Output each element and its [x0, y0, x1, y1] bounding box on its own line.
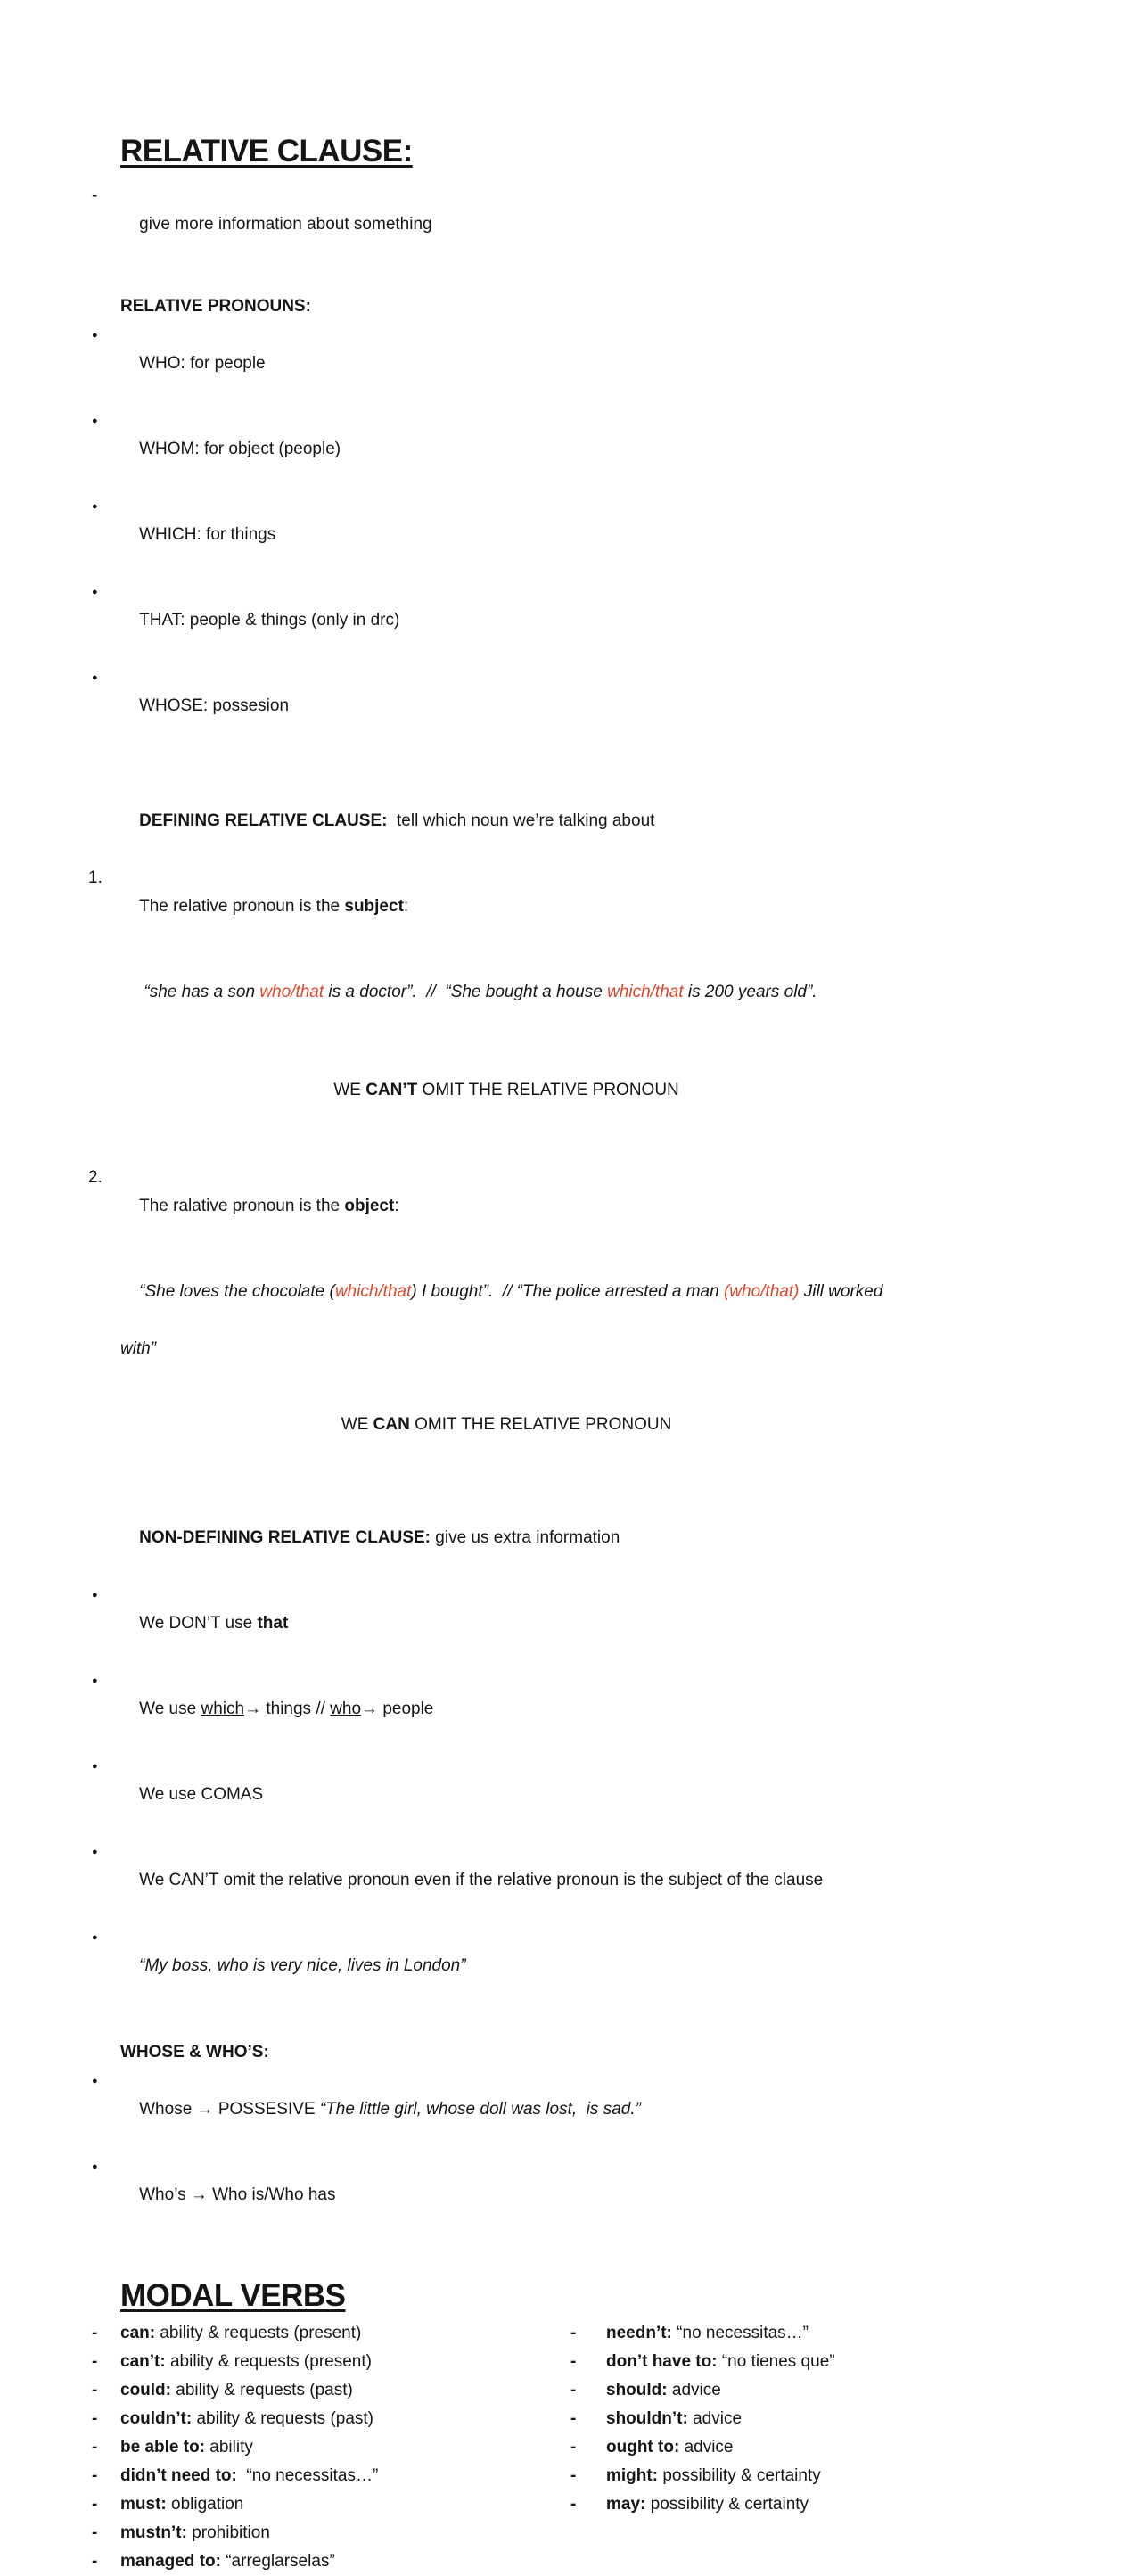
dash-marker: -: [92, 2466, 98, 2485]
dash-marker: -: [570, 2409, 577, 2428]
relative-pronouns-heading: RELATIVE PRONOUNS:: [120, 297, 311, 316]
dash-marker: -: [92, 186, 98, 205]
modal-term: didn’t need to:: [120, 2466, 237, 2485]
example-text: ) I bought”. // “The police arrested a man: [411, 1282, 724, 1301]
modal-def: “no necessitas…”: [671, 2324, 809, 2342]
defining-example-1: [120, 950, 1141, 1035]
pronoun-item-which: [92, 492, 1141, 578]
modal-term: ought to:: [606, 2438, 680, 2457]
bullet-marker: ●: [92, 587, 98, 597]
item-text: We CAN’T omit the relative pronoun even if the relative pronoun is the subject of the clause: [139, 1871, 824, 1889]
pronoun-text: THAT: people & things (only in drc): [139, 611, 400, 630]
modal-term: don’t have to:: [606, 2352, 718, 2371]
point-text: The ralative pronoun is the: [139, 1197, 345, 1215]
modal-verbs-columns: [0, 2319, 1141, 2576]
modal-term: couldn’t:: [120, 2409, 193, 2428]
modal-term: can:: [120, 2324, 156, 2342]
modal-def: “arreglarselas”: [220, 2552, 335, 2571]
dash-marker: -: [570, 2324, 577, 2342]
bullet-marker: ●: [92, 501, 98, 512]
modal-def: advice: [667, 2381, 721, 2399]
whose-heading: WHOSE & WHO’S:: [120, 2043, 269, 2062]
modal-term: mustn’t:: [120, 2523, 187, 2542]
modal-def: possibility & certainty: [658, 2466, 821, 2485]
example-text: Jill worked: [799, 1282, 883, 1301]
dash-marker: -: [570, 2352, 577, 2371]
dash-marker: -: [92, 2552, 98, 2571]
item-text: We DON’T use: [139, 1614, 258, 1633]
dash-marker: -: [92, 2352, 98, 2371]
bullet-marker: ●: [92, 330, 98, 341]
pronoun-text: WHOSE: possesion: [139, 696, 290, 715]
pronoun-text: WHICH: for things: [139, 525, 276, 544]
rule-text: OMIT THE RELATIVE PRONOUN: [417, 1081, 679, 1099]
modal-item: [92, 2519, 1141, 2547]
modal-item: [570, 2490, 1105, 2519]
point-bold: subject: [344, 897, 404, 916]
rule-text: WE: [341, 1415, 373, 1434]
non-defining-heading: NON-DEFINING RELATIVE CLAUSE:: [139, 1528, 431, 1547]
whose-item-2: [92, 2152, 1141, 2238]
intro-line: [92, 182, 1141, 267]
bullet-marker: ●: [92, 1932, 98, 1943]
defining-point-2: [88, 1164, 1141, 1249]
modal-term: can’t:: [120, 2352, 166, 2371]
bullet-marker: ●: [92, 1761, 98, 1772]
modal-item: [570, 2462, 1105, 2490]
modal-def: “no necessitas…”: [236, 2466, 379, 2485]
example-red: who/that: [259, 983, 324, 1001]
item-text: people: [382, 1700, 434, 1718]
modal-item: [92, 2547, 1141, 2576]
pronoun-item-whom: [92, 407, 1141, 492]
non-defining-item-3: [92, 1752, 1141, 1838]
non-defining-heading-line: [120, 1495, 1141, 1581]
defining-heading-rest: tell which noun we’re talking about: [387, 811, 655, 830]
bullet-marker: ●: [92, 2161, 98, 2172]
item-underlined: which: [201, 1700, 245, 1718]
point-post: :: [394, 1197, 399, 1215]
arrow-glyph: →: [361, 1700, 383, 1718]
dash-marker: -: [92, 2438, 98, 2457]
modal-def: ability: [205, 2438, 253, 2457]
item-text: Whose → POSSESIVE: [139, 2100, 320, 2119]
item-text: things //: [266, 1700, 331, 1718]
point-post: :: [403, 897, 409, 916]
bullet-marker: ●: [92, 1590, 98, 1601]
point-bold: object: [344, 1197, 395, 1215]
non-defining-item-4: [92, 1838, 1141, 1923]
intro-text: give more information about something: [139, 215, 432, 234]
modal-item: [570, 2433, 1105, 2462]
modal-verbs-right-column: [570, 2319, 1105, 2519]
rule-can-omit: [120, 1382, 874, 1468]
modal-def: possibility & certainty: [645, 2495, 809, 2514]
modal-term: managed to:: [120, 2552, 221, 2571]
non-defining-item-5: [92, 1923, 1141, 2009]
dash-marker: -: [92, 2523, 98, 2542]
dash-marker: -: [92, 2409, 98, 2428]
modal-def: advice: [687, 2409, 743, 2428]
defining-heading: DEFINING RELATIVE CLAUSE:: [139, 811, 388, 830]
dash-marker: -: [570, 2381, 577, 2399]
item-bold: that: [257, 1614, 289, 1633]
modal-term: shouldn’t:: [606, 2409, 688, 2428]
dash-marker: -: [92, 2381, 98, 2399]
list-number: 2.: [88, 1168, 103, 1187]
pronoun-text: WHO: for people: [139, 354, 266, 373]
list-number: 1.: [88, 868, 103, 887]
modal-verbs-title: MODAL VERBS: [120, 2278, 346, 2313]
dash-marker: -: [570, 2495, 577, 2514]
item-italic: “The little girl, whose doll was lost, is sad.”: [319, 2100, 641, 2119]
modal-term: must:: [120, 2495, 167, 2514]
bullet-marker: ●: [92, 2076, 98, 2086]
dash-marker: -: [92, 2324, 98, 2342]
modal-def: ability & requests (present): [165, 2352, 372, 2371]
modal-item: [570, 2405, 1105, 2433]
modal-def: obligation: [166, 2495, 244, 2514]
modal-def: “no tienes que”: [717, 2352, 835, 2371]
example-text: is a doctor”. // “She bought a house: [324, 983, 608, 1001]
point-text: The relative pronoun is the: [139, 897, 345, 916]
defining-heading-line: [120, 778, 1141, 864]
item-text: We use COMAS: [139, 1785, 264, 1804]
rule-text: OMIT THE RELATIVE PRONOUN: [409, 1415, 672, 1434]
modal-item: [570, 2348, 1105, 2376]
modal-item: [570, 2376, 1105, 2405]
rule-bold: CAN’T: [365, 1081, 418, 1099]
defining-point-1: [88, 864, 1141, 950]
bullet-marker: ●: [92, 672, 98, 683]
whose-item-1: [92, 2067, 1141, 2152]
bullet-marker: ●: [92, 416, 98, 426]
modal-term: could:: [120, 2381, 171, 2399]
dash-marker: -: [570, 2466, 577, 2485]
example-red: which/that: [607, 983, 684, 1001]
modal-term: should:: [606, 2381, 668, 2399]
rule-bold: CAN: [373, 1415, 410, 1434]
dash-marker: -: [570, 2438, 577, 2457]
modal-def: prohibition: [186, 2523, 270, 2542]
pronoun-item-who: [92, 321, 1141, 407]
relative-clause-title: RELATIVE CLAUSE:: [120, 134, 413, 169]
modal-term: might:: [606, 2466, 659, 2485]
modal-def: advice: [679, 2438, 734, 2457]
pronoun-item-whose: [92, 663, 1141, 749]
modal-def: ability & requests (present): [155, 2324, 362, 2342]
item-underlined: who: [330, 1700, 362, 1718]
bullet-marker: ●: [92, 1675, 98, 1686]
example-text: “she has a son: [139, 983, 260, 1001]
bullet-marker: ●: [92, 1847, 98, 1857]
non-defining-item-2: [92, 1667, 1141, 1752]
defining-example-2-line-1: [120, 1249, 1141, 1335]
defining-example-2-line-2: with”: [120, 1339, 157, 1358]
document-page: [0, 134, 1141, 2571]
modal-term: be able to:: [120, 2438, 206, 2457]
item-text: “My boss, who is very nice, lives in London”: [139, 1956, 466, 1975]
example-red: (who/that): [723, 1282, 800, 1301]
arrow-glyph: →: [244, 1700, 267, 1718]
pronoun-text: WHOM: for object (people): [139, 440, 341, 458]
modal-term: may:: [606, 2495, 646, 2514]
modal-def: ability & requests (past): [192, 2409, 374, 2428]
modal-item: [570, 2319, 1105, 2348]
example-text: is 200 years old”.: [683, 983, 817, 1001]
non-defining-heading-rest: give us extra information: [431, 1528, 620, 1547]
pronoun-item-that: [92, 578, 1141, 663]
non-defining-item-1: [92, 1581, 1141, 1667]
item-text: We use: [139, 1700, 201, 1718]
item-text: Who’s → Who is/Who has: [139, 2185, 336, 2204]
modal-term: needn’t:: [606, 2324, 672, 2342]
dash-marker: -: [92, 2495, 98, 2514]
modal-def: ability & requests (past): [171, 2381, 353, 2399]
example-text: “She loves the chocolate (: [139, 1282, 335, 1301]
example-red: which/that: [334, 1282, 412, 1301]
rule-cant-omit: [120, 1048, 874, 1133]
rule-text: WE: [333, 1081, 366, 1099]
